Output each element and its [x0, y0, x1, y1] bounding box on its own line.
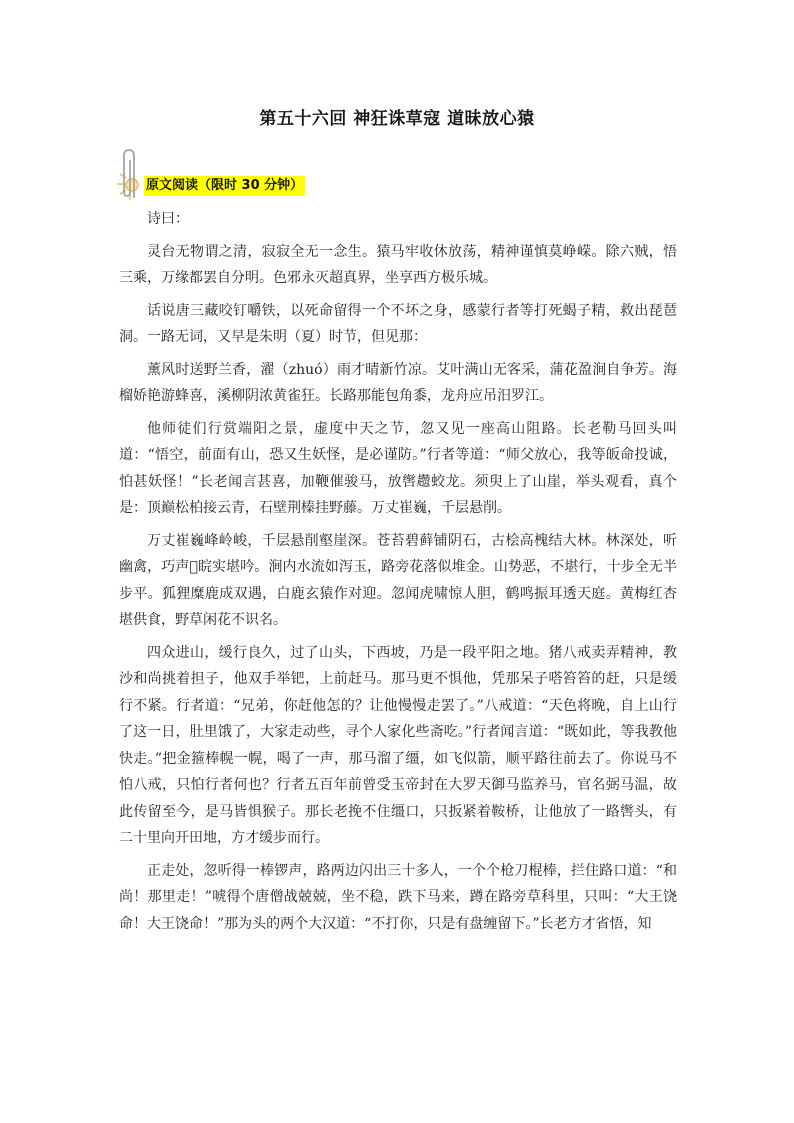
section-label: 原文阅读（限时 30 分钟） — [144, 176, 305, 196]
paragraph: 万丈崔巍峰岭峻，千层悬削壑崖深。苍苔碧藓铺阴石，古桧高槐结大林。林深处，听幽禽，巧声𠷭睆实堪吟。涧内水流如泻玉，路旁花落似堆金。山势恶，不堪行，十步全无半步平。狐狸糜鹿成双遇，白鹿玄猿作对迎。忽闻虎啸惊人胆，鹤鸣振耳透天庭。黄梅红杏堪供食，野草闲花不识名。 — [119, 532, 677, 628]
paragraph: 灵台无物谓之清，寂寂全无一念生。猿马牢收休放荡，精神谨慎莫峥嵘。除六贼，悟三乘，万缘都罢自分明。色邪永灭超真界，坐享西方极乐城。 — [119, 243, 677, 286]
paragraph: 四众进山，缓行良久，过了山头，下西坡，乃是一段平阳之地。猪八戒卖弄精神，教沙和尚挑着担子，他双手举钯，上前赶马。那马更不惧他，凭那呆子嗒笞笞的赶，只是缓行不紧。行者道：“兄弟，你赶他怎的？让他慢慢走罢了。”八戒道：“天色将晚，自上山行了这一日，肚里饿了，大家走动些，寻个人家化些斋吃。”行者闻言道：“既如此，等我教他快走。”把金箍棒幌一幌，喝了一声，那马溜了缰，如飞似箭，顺平路往前去了。你说马不怕八戒，只怕行者何也？行者五百年前曾受玉帝封在大罗天御马监养马，官名弼马温，故此传留至今，是马皆惧猴子。那长老挽不住缰口，只扳紧着鞍桥，让他放了一路辔头，有二十里向开田地，方才缓步而行。 — [119, 644, 677, 846]
paragraph: 正走处，忽听得一棒锣声，路两边闪出三十多人，一个个枪刀棍棒，拦住路口道：“和尚！那里走！”唬得个唐僧战兢兢，坐不稳，跌下马来，蹲在路旁草科里，只叫：“大王饶命！大王饶命！”那为头的两个大汉道：“不打你，只是有盘缠留下。”长老方才省悟，知 — [119, 862, 677, 932]
article-body — [119, 206, 677, 937]
paragraph: 薰风时送野兰香，濯（zhuó）雨才晴新竹凉。艾叶满山无客采，蒲花盈涧自争芳。海榴娇艳游蜂喜，溪柳阴浓黄雀狂。长路那能包角黍，龙舟应吊汨罗江。 — [119, 361, 677, 404]
section-header — [118, 174, 305, 198]
paragraph: 他师徒们行赏端阳之景，虚度中天之节，忽又见一座高山阻路。长老勒马回头叫道：“悟空，前面有山，恐又生妖怪，是必谨防。”行者等道：“师父放心，我等皈命投诚，怕甚妖怪！”长老闻言甚喜，加鞭催骏马，放辔趱蛟龙。须臾上了山崖，举头观看，真个是：顶巅松柏接云青，石壁荆榛挂野藤。万丈崔巍，千层悬削。 — [119, 420, 677, 516]
chapter-title: 第五十六回 神狂诛草寇 道昧放心猿 — [259, 109, 535, 129]
paperclip-sun-icon — [112, 148, 146, 204]
paragraph: 诗曰： — [147, 211, 189, 227]
paragraph: 话说唐三藏咬钉嚼铁，以死命留得一个不坏之身，感蒙行者等打死蝎子精，救出琵琶洞。一路无词，又早是朱明（夏）时节，但见那： — [119, 302, 677, 345]
